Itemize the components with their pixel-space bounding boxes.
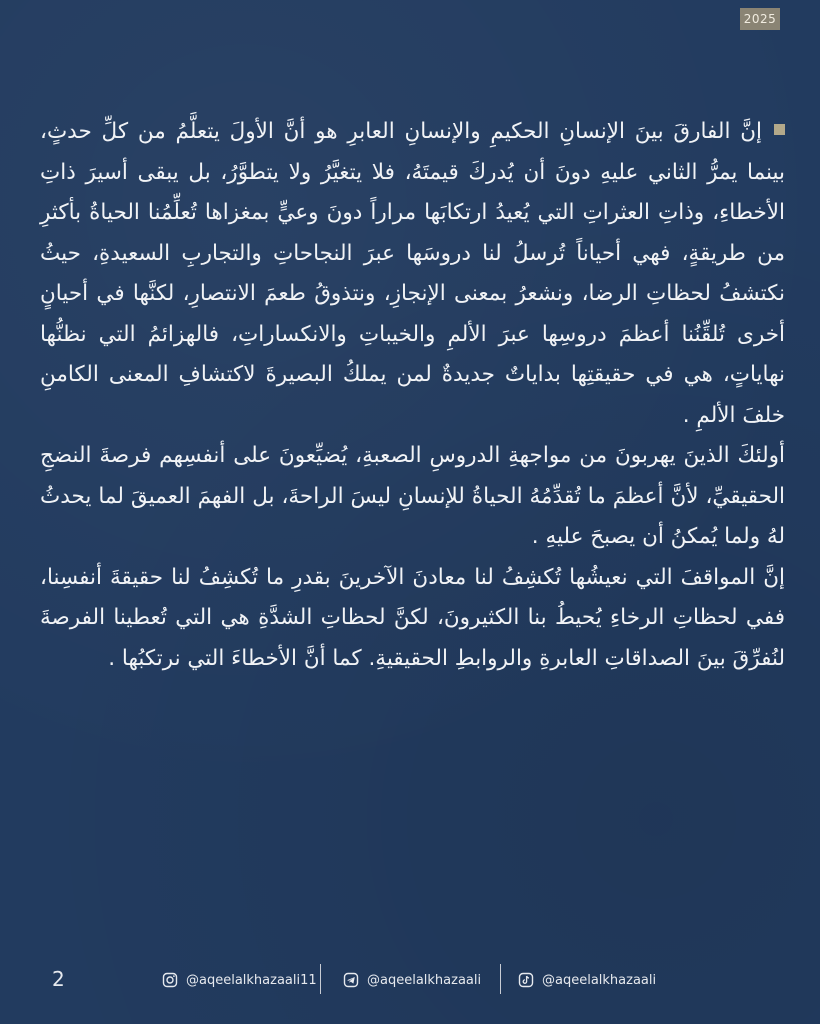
telegram-handle: @aqeelalkhazaali bbox=[367, 972, 482, 988]
paragraph-3: إنَّ المواقفَ التي نعيشُها تُكشِفُ لنا معادنَ الآخرينَ بقدرِ ما تُكشِفُ لنا حقيقةَ أنفسِنا، ففي لحظاتِ الرخاءِ يُحيطُ بنا الكثيرونَ، لكنَّ لحظاتِ الشدَّةِ هي التي تُعطينا الفرصةَ لنُفرِّقَ بينَ الصداقاتِ العابرةِ والروابطِ الحقيقيةِ. كما أنَّ الأخطاءَ التي نرتكبُها . bbox=[40, 564, 785, 671]
paragraph-1-text: إنَّ الفارقَ بينَ الإنسانِ الحكيمِ والإنسانِ العابرِ هو أنَّ الأولَ يتعلَّمُ من كلِّ حدثٍ، بينما يمرُّ الثاني عليهِ دونَ أن يُدركَ قيمتَهُ، فلا يتغيَّرُ ولا يتطوَّرُ، بل يبقى أسيرَ ذاتِ الأخطاءِ، وذاتِ العثراتِ التي يُعيدُ ارتكابَها مراراً دونَ وعيٍّ بمغزاها تُعلِّمُنا الحياةُ بأكثرِ من طريقةٍ، فهي أحياناً تُرسلُ لنا دروسَها عبرَ النجاحاتِ والتجاربِ السعيدةِ، حيثُ نكتشفُ لحظاتِ الرضا، ونشعرُ بمعنى الإنجازِ، ونتذوقُ طعمَ الانتصارِ، لكنَّها في أحيانٍ أخرى تُلقِّنُنا أعظمَ دروسِها عبرَ الألمِ والخيباتِ والانكساراتِ، فالهزائمُ التي نظنُّها نهاياتٍ، هي في حقيقتِها بداياتٌ جديدةٌ لمن يملكُ البصيرةَ لاكتشافِ المعنى الكامنِ خلفَ الألمِ . bbox=[40, 119, 785, 428]
footer-divider bbox=[320, 964, 321, 994]
paragraph-1 bbox=[40, 112, 785, 436]
year-badge: 2025 bbox=[740, 8, 780, 30]
footer bbox=[0, 962, 820, 1002]
tiktok-icon bbox=[518, 972, 534, 988]
article-body bbox=[40, 112, 785, 679]
tiktok-link[interactable] bbox=[518, 970, 656, 990]
footer-divider bbox=[500, 964, 501, 994]
paragraph-2: أولئكَ الذينَ يهربونَ من مواجهةِ الدروسِ الصعبةِ، يُضيِّعونَ على أنفسِهم فرصةَ النضجِ الحقيقيِّ، لأنَّ أعظمَ ما تُقدِّمُهُ الحياةُ للإنسانِ ليسَ الراحةَ، بل الفهمَ العميقَ لما يحدثُ لهُ ولما يُمكنُ أن يصبحَ عليهِ . bbox=[40, 443, 785, 549]
tiktok-handle: @aqeelalkhazaali bbox=[542, 972, 657, 988]
page-number: 2 bbox=[52, 967, 65, 991]
instagram-icon bbox=[162, 972, 178, 988]
instagram-link[interactable] bbox=[162, 970, 317, 990]
square-bullet-icon bbox=[774, 124, 785, 135]
instagram-handle: @aqeelalkhazaali11 bbox=[186, 972, 317, 988]
telegram-link[interactable] bbox=[343, 970, 481, 990]
telegram-icon bbox=[343, 972, 359, 988]
